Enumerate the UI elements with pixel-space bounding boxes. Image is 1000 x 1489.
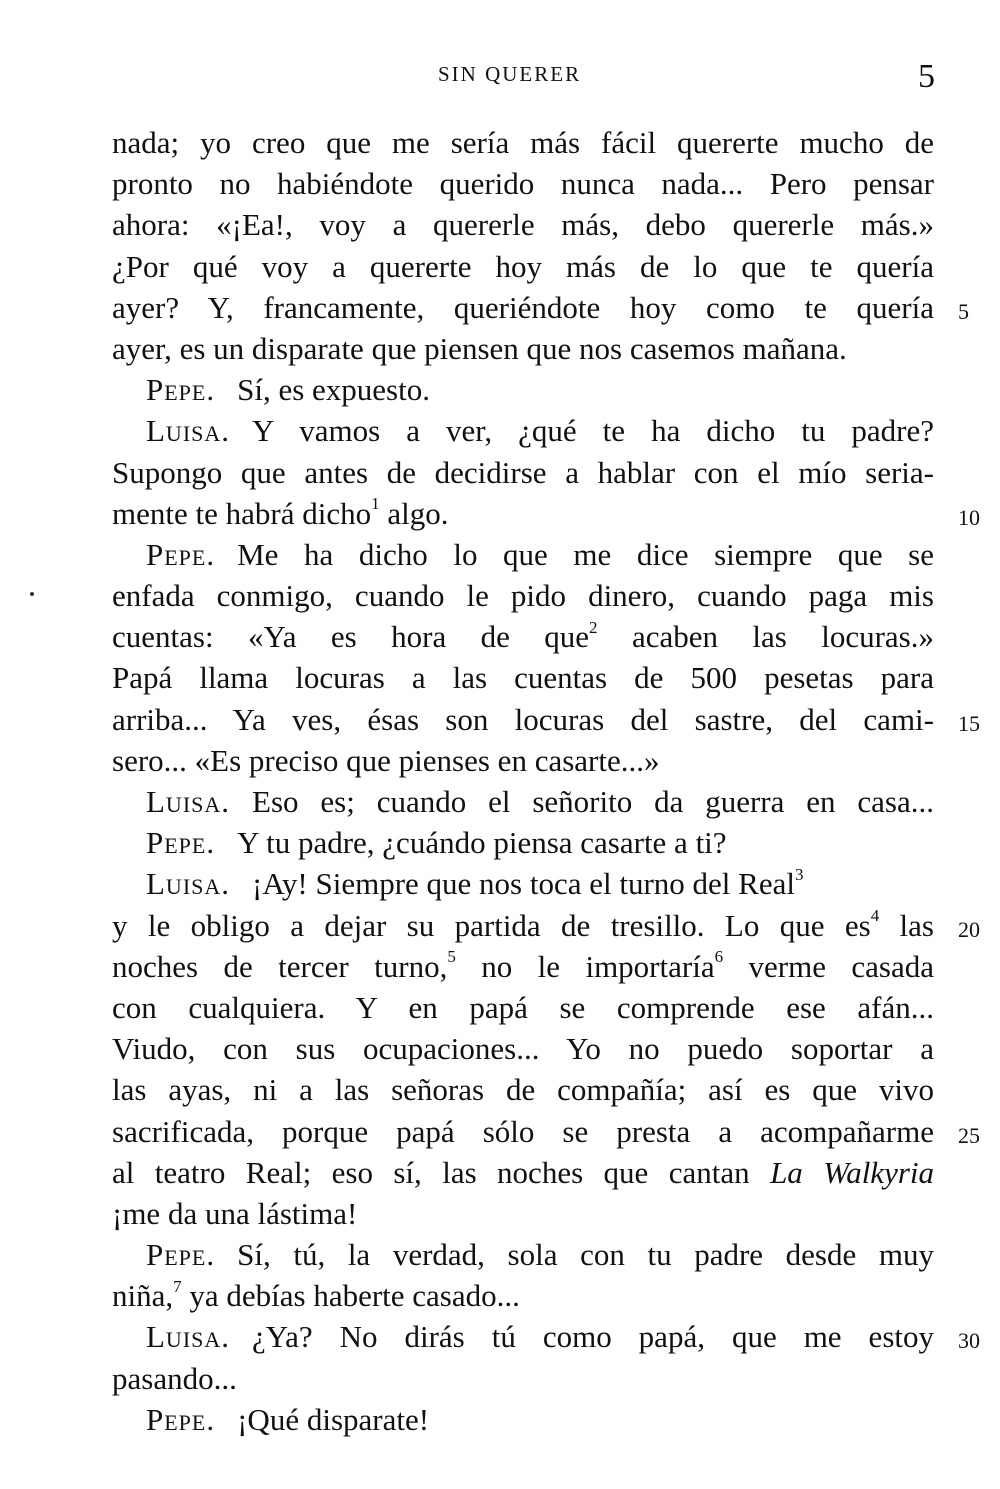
text-line [112, 287, 969, 328]
footnote-ref: 2 [589, 617, 598, 637]
line-text: mente te habrá dicho [112, 495, 372, 531]
stray-ink-dot [30, 592, 34, 596]
line-text: pronto no habiéndote querido nunca nada... Pero pensar [112, 166, 934, 202]
line-number: 20 [958, 916, 980, 942]
text-line [112, 1358, 934, 1399]
line-text: Sí, tú, la verdad, sola con tu padre desde muy [237, 1237, 934, 1273]
line-text: con cualquiera. Y en papá se comprende ese afán... [112, 989, 934, 1025]
line-text: y le obligo a dejar su partida de tresillo. Lo que es [112, 907, 871, 943]
text-line [112, 1193, 934, 1234]
text-line [112, 781, 934, 822]
running-title: SIN QUERER [438, 62, 582, 86]
line-text: Viudo, con sus ocupaciones... Yo no puedo soportar a [112, 1031, 934, 1067]
text-line [112, 369, 934, 410]
footnote-ref: 4 [870, 906, 880, 926]
line-text: las ayas, ni a las señoras de compañía; así es que vivo [112, 1072, 934, 1108]
line-text: verme casada [723, 948, 934, 984]
line-text: noches de tercer turno, [112, 948, 448, 984]
line-text: ahora: «¡Ea!, voy a quererle más, debo quererle más.» [112, 207, 934, 243]
line-number: 5 [958, 298, 969, 324]
page-number: 5 [918, 58, 935, 95]
speaker-name: Pepe. [146, 1237, 216, 1273]
text-line [112, 822, 934, 863]
footnote-ref: 3 [794, 865, 804, 885]
line-number: 10 [958, 504, 980, 530]
line-text: ¿Ya? No dirás tú como papá, que me estoy [252, 1319, 934, 1355]
line-text: no le importaría [455, 948, 715, 984]
footnote-ref: 7 [173, 1276, 182, 1296]
line-number: 30 [958, 1328, 980, 1354]
speaker-name: Luisa. [146, 866, 231, 902]
speaker-name: Luisa. [146, 1319, 231, 1355]
text-line [112, 699, 980, 740]
text-line [112, 575, 934, 616]
italic-title: La Walkyria [770, 1154, 935, 1190]
text-line [112, 410, 934, 451]
line-text: al teatro Real; eso sí, las noches que cantan [112, 1154, 750, 1190]
speaker-name: Pepe. [146, 1401, 216, 1437]
text-line [112, 122, 934, 163]
text-line [112, 1275, 934, 1316]
text-line [112, 863, 934, 904]
line-text: ¡me da una lástima! [112, 1195, 358, 1231]
line-text: pasando... [112, 1360, 237, 1396]
text-line [112, 1316, 980, 1357]
text-line [112, 1399, 934, 1440]
text-line [112, 1028, 934, 1069]
text-line [112, 246, 934, 287]
text-line [112, 905, 980, 946]
line-text: las [879, 907, 934, 943]
line-text: ayer? Y, francamente, queriéndote hoy como te quería [112, 289, 934, 325]
speaker-name: Luisa. [146, 413, 231, 449]
text-line [112, 534, 934, 575]
line-text: ¿Por qué voy a quererte hoy más de lo que te quería [112, 248, 934, 284]
line-text: Supongo que antes de decidirse a hablar con el mío seria- [112, 454, 934, 490]
line-text: arriba... Ya ves, ésas son locuras del sastre, del cami- [112, 701, 934, 737]
line-text: enfada conmigo, cuando le pido dinero, cuando paga mis [112, 578, 934, 614]
line-text: Eso es; cuando el señorito da guerra en casa... [252, 784, 934, 819]
line-text: Me ha dicho lo que me dice siempre que se [237, 536, 934, 572]
line-text: nada; yo creo que me sería más fácil quererte mucho de [112, 125, 934, 160]
line-text: Y tu padre, ¿cuándo piensa casarte a ti? [237, 825, 727, 861]
speaker-name: Luisa. [146, 784, 231, 819]
footnote-ref: 1 [371, 494, 380, 514]
footnote-ref: 5 [447, 947, 456, 967]
text-line [112, 657, 934, 698]
line-text: ayer, es un disparate que piensen que nos casemos mañana. [112, 330, 847, 366]
line-text: ¡Ay! Siempre que nos toca el turno del Real [252, 866, 795, 902]
line-text: ya debías haberte casado... [181, 1278, 520, 1314]
text-line [112, 1069, 934, 1110]
line-number: 25 [958, 1122, 980, 1148]
text-line [112, 452, 934, 493]
line-number: 15 [958, 710, 980, 736]
text-body [112, 122, 980, 1440]
line-text: sacrificada, porque papá sólo se presta a acompañarme [112, 1113, 934, 1149]
text-line [112, 740, 934, 781]
text-line [112, 493, 980, 534]
text-line [112, 616, 934, 657]
line-text: Sí, es expuesto. [237, 372, 430, 408]
line-text: sero... «Es preciso que pienses en casarte...» [112, 742, 660, 778]
text-line [112, 328, 934, 369]
text-line [112, 204, 934, 245]
speaker-name: Pepe. [146, 536, 216, 572]
text-line [112, 163, 934, 204]
speaker-name: Pepe. [146, 825, 216, 861]
text-line [112, 1152, 934, 1193]
footnote-ref: 6 [714, 947, 724, 967]
text-line [112, 1111, 980, 1152]
line-text: acaben las locuras.» [597, 619, 934, 655]
text-line [112, 946, 934, 987]
line-text: Papá llama locuras a las cuentas de 500 pesetas para [112, 660, 934, 696]
speaker-name: Pepe. [146, 372, 216, 408]
line-text: ¡Qué disparate! [237, 1401, 430, 1437]
line-text: algo. [379, 495, 449, 531]
line-text: Y vamos a ver, ¿qué te ha dicho tu padre? [252, 413, 934, 449]
line-text: cuentas: «Ya es hora de que [112, 619, 590, 655]
text-line [112, 1234, 934, 1275]
text-line [112, 987, 934, 1028]
line-text: niña, [112, 1278, 174, 1314]
